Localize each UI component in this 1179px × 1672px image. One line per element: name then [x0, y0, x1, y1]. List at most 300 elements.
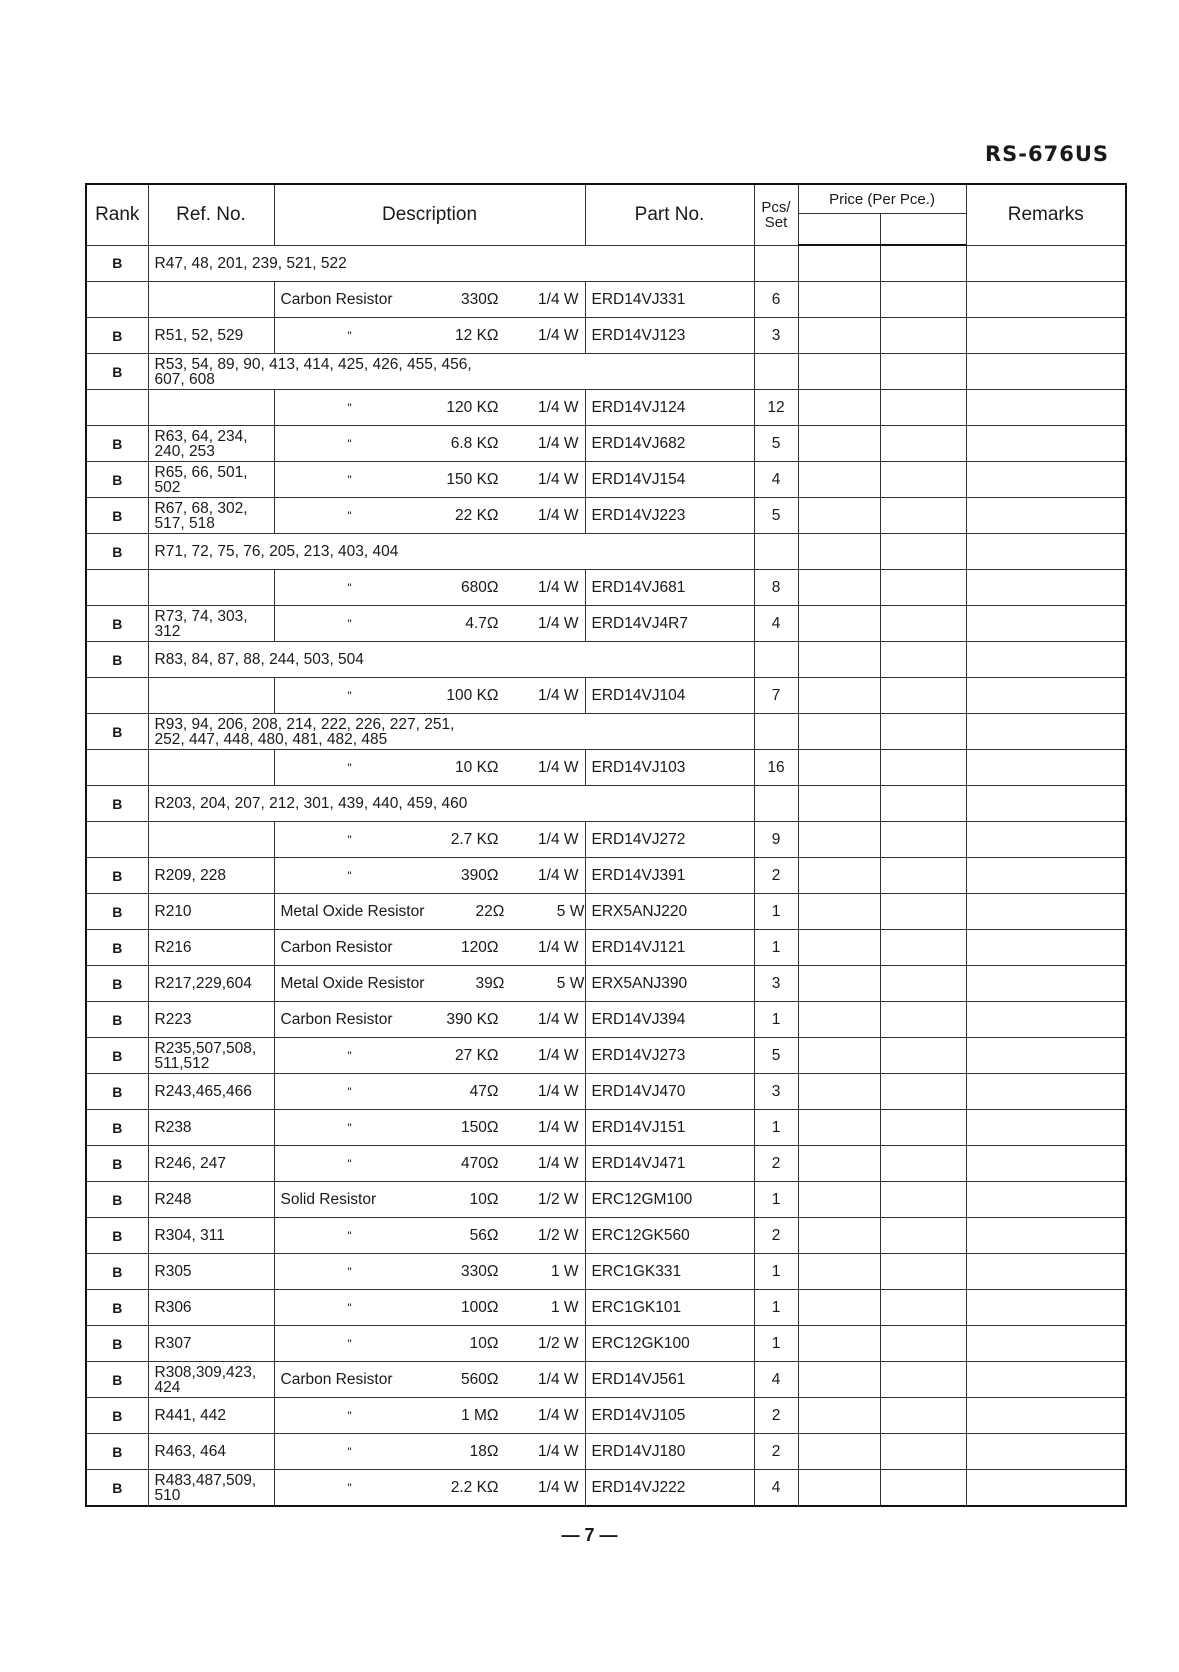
price-cell — [798, 930, 880, 966]
wattage: 1/4 W — [538, 1154, 579, 1172]
resistance-value: 2.7 KΩ — [450, 830, 499, 848]
resistance-value: 330Ω — [461, 1262, 499, 1280]
ref-no-cell: R217,229,604 — [148, 966, 274, 1002]
price-cell — [798, 1362, 880, 1398]
rank-cell: B — [86, 1110, 148, 1146]
part-no-cell: ERX5ANJ220 — [585, 894, 754, 930]
ditto-mark: " — [347, 1408, 352, 1423]
description-fields — [281, 1191, 579, 1209]
price-cell — [798, 570, 880, 606]
price-cell — [798, 750, 880, 786]
rank-cell: B — [86, 1218, 148, 1254]
price-cell — [798, 1074, 880, 1110]
resistance-value: 150 KΩ — [446, 470, 499, 488]
remarks-cell — [966, 1326, 1126, 1362]
resistance-value: 18Ω — [469, 1442, 499, 1460]
rank-cell — [86, 390, 148, 426]
ref-group-row — [86, 534, 1126, 570]
ditto-mark: " — [347, 1444, 352, 1459]
resistance-value: 680Ω — [461, 578, 499, 596]
ref-no-cell: R53, 54, 89, 90, 413, 414, 425, 426, 455, 456, 607, 608 — [148, 354, 754, 390]
ref-no-cell: R238 — [148, 1110, 274, 1146]
price-cell — [798, 426, 880, 462]
price-cell — [880, 390, 966, 426]
wattage: 1/2 W — [538, 1226, 579, 1244]
price-cell — [798, 858, 880, 894]
pcs-cell: 4 — [754, 462, 798, 498]
ditto-mark: " — [347, 832, 352, 847]
remarks-cell — [966, 1434, 1126, 1470]
ditto-mark: " — [347, 1480, 352, 1495]
ditto-mark: " — [347, 1120, 352, 1135]
ref-group-row — [86, 714, 1126, 750]
table-row — [86, 750, 1126, 786]
part-no-cell: ERD14VJ394 — [585, 1002, 754, 1038]
part-no-cell: ERD14VJ151 — [585, 1110, 754, 1146]
ref-no-cell — [148, 678, 274, 714]
rank-cell: B — [86, 642, 148, 678]
description-cell — [274, 750, 585, 786]
remarks-cell — [966, 1290, 1126, 1326]
price-cell — [880, 1254, 966, 1290]
ref-no-cell: R307 — [148, 1326, 274, 1362]
description-cell — [274, 498, 585, 534]
rank-cell — [86, 570, 148, 606]
remarks-cell — [966, 1146, 1126, 1182]
description-cell — [274, 966, 585, 1002]
ref-no-cell: R223 — [148, 1002, 274, 1038]
resistance-value: 10Ω — [469, 1334, 499, 1352]
pcs-cell: 3 — [754, 318, 798, 354]
pcs-cell: 5 — [754, 426, 798, 462]
price-cell — [880, 534, 966, 570]
part-no-cell: ERD14VJ4R7 — [585, 606, 754, 642]
rank-cell: B — [86, 426, 148, 462]
remarks-cell — [966, 245, 1126, 282]
remarks-header: Remarks — [966, 184, 1126, 245]
rank-cell: B — [86, 894, 148, 930]
pcs-cell: 5 — [754, 1038, 798, 1074]
pcs-cell: 2 — [754, 1146, 798, 1182]
price-cell — [880, 714, 966, 750]
description-cell — [274, 822, 585, 858]
table-row — [86, 858, 1126, 894]
price-cell — [798, 1002, 880, 1038]
part-no-cell: ERD14VJ272 — [585, 822, 754, 858]
resistance-value: 12 KΩ — [455, 326, 499, 344]
price-cell — [798, 642, 880, 678]
price-cell — [880, 318, 966, 354]
pcs-cell: 9 — [754, 822, 798, 858]
price-cell — [798, 1038, 880, 1074]
ref-no-cell: R65, 66, 501, 502 — [148, 462, 274, 498]
description-fields — [281, 1047, 579, 1065]
description-fields — [281, 759, 579, 777]
rank-cell: B — [86, 966, 148, 1002]
price-cell — [880, 1218, 966, 1254]
price-cell — [798, 354, 880, 390]
ditto-mark: " — [347, 472, 352, 487]
part-no-cell: ERD14VJ123 — [585, 318, 754, 354]
remarks-cell — [966, 642, 1126, 678]
price-subcolumn-2 — [880, 214, 966, 246]
table-row — [86, 1182, 1126, 1218]
pcs-set-header: Pcs/ Set — [754, 184, 798, 245]
wattage: 1/4 W — [538, 938, 579, 956]
remarks-cell — [966, 462, 1126, 498]
table-row — [86, 498, 1126, 534]
resistance-value: 56Ω — [469, 1226, 499, 1244]
page-number: — 7 — — [561, 1525, 618, 1545]
price-cell — [880, 282, 966, 318]
description-fields — [280, 902, 585, 921]
ditto-mark: " — [347, 1264, 352, 1279]
pcs-cell — [754, 786, 798, 822]
part-no-cell: ERD14VJ331 — [585, 282, 754, 318]
part-no-cell: ERD14VJ103 — [585, 750, 754, 786]
part-no-cell: ERD14VJ471 — [585, 1146, 754, 1182]
rank-cell: B — [86, 1290, 148, 1326]
component-type: Carbon Resistor — [280, 1370, 393, 1388]
description-fields — [281, 1371, 579, 1389]
rank-cell: B — [86, 1074, 148, 1110]
description-cell — [274, 1218, 585, 1254]
wattage: 1/4 W — [538, 1010, 579, 1028]
pcs-cell — [754, 245, 798, 282]
description-cell — [274, 1074, 585, 1110]
parts-list-table — [85, 183, 1127, 1507]
description-fields — [281, 1443, 579, 1461]
rank-cell: B — [86, 786, 148, 822]
ref-no-cell: R304, 311 — [148, 1218, 274, 1254]
description-cell — [274, 390, 585, 426]
table-row — [86, 1470, 1126, 1507]
rank-cell: B — [86, 1470, 148, 1507]
table-row — [86, 570, 1126, 606]
price-cell — [798, 1470, 880, 1507]
remarks-cell — [966, 966, 1126, 1002]
resistance-value: 27 KΩ — [455, 1046, 499, 1064]
ref-group-row — [86, 642, 1126, 678]
wattage: 1/4 W — [538, 1046, 579, 1064]
part-no-cell: ERD14VJ273 — [585, 1038, 754, 1074]
model-number: RS-676US — [984, 142, 1109, 166]
price-cell — [880, 1434, 966, 1470]
ditto-mark: " — [347, 1156, 352, 1171]
pcs-cell — [754, 642, 798, 678]
pcs-cell: 2 — [754, 1218, 798, 1254]
price-cell — [880, 354, 966, 390]
resistance-value: 22Ω — [475, 902, 505, 920]
price-cell — [798, 678, 880, 714]
table-row — [86, 822, 1126, 858]
price-subcolumn-1 — [798, 214, 880, 246]
price-cell — [798, 498, 880, 534]
wattage: 1/4 W — [538, 1406, 579, 1424]
resistance-value: 4.7Ω — [465, 614, 499, 632]
description-cell — [274, 606, 585, 642]
ref-no-cell: R93, 94, 206, 208, 214, 222, 226, 227, 251, 252, 447, 448, 480, 481, 482, 485 — [148, 714, 754, 750]
price-cell — [880, 1362, 966, 1398]
description-fields — [281, 1011, 579, 1029]
description-fields — [281, 1407, 579, 1425]
ref-no-cell: R305 — [148, 1254, 274, 1290]
price-cell — [798, 534, 880, 570]
price-cell — [880, 1038, 966, 1074]
ref-no-header: Ref. No. — [148, 184, 274, 245]
price-cell — [880, 750, 966, 786]
remarks-cell — [966, 858, 1126, 894]
part-no-cell: ERD14VJ121 — [585, 930, 754, 966]
ref-no-cell: R210 — [148, 894, 274, 930]
price-cell — [798, 786, 880, 822]
price-cell — [880, 1182, 966, 1218]
resistance-value: 390 KΩ — [446, 1010, 499, 1028]
price-cell — [798, 282, 880, 318]
part-no-cell: ERD14VJ682 — [585, 426, 754, 462]
wattage: 1/4 W — [538, 578, 579, 596]
table-row — [86, 606, 1126, 642]
table-body — [86, 245, 1126, 1506]
rank-cell: B — [86, 1182, 148, 1218]
resistance-value: 10Ω — [469, 1190, 499, 1208]
pcs-cell — [754, 714, 798, 750]
description-cell — [274, 1038, 585, 1074]
table-row — [86, 1398, 1126, 1434]
wattage: 1/4 W — [538, 1118, 579, 1136]
description-cell — [274, 1470, 585, 1507]
wattage: 1 W — [550, 1298, 579, 1316]
ref-no-cell: R83, 84, 87, 88, 244, 503, 504 — [148, 642, 754, 678]
ditto-mark: " — [347, 400, 352, 415]
ref-no-cell: R483,487,509, 510 — [148, 1470, 274, 1507]
ref-no-cell: R73, 74, 303, 312 — [148, 606, 274, 642]
remarks-cell — [966, 606, 1126, 642]
description-fields — [281, 831, 579, 849]
pcs-cell: 4 — [754, 1362, 798, 1398]
wattage: 1/4 W — [538, 1442, 579, 1460]
description-fields — [281, 1263, 579, 1281]
ditto-mark: " — [347, 616, 352, 631]
resistance-value: 470Ω — [461, 1154, 499, 1172]
pcs-cell: 1 — [754, 1254, 798, 1290]
wattage: 1/4 W — [538, 398, 579, 416]
price-cell — [798, 1146, 880, 1182]
table-row — [86, 1110, 1126, 1146]
rank-cell: B — [86, 1398, 148, 1434]
wattage: 1/4 W — [538, 434, 579, 452]
price-cell — [880, 1146, 966, 1182]
ditto-mark: " — [347, 688, 352, 703]
description-fields — [281, 579, 579, 597]
description-fields — [281, 1227, 579, 1245]
remarks-cell — [966, 390, 1126, 426]
remarks-cell — [966, 930, 1126, 966]
wattage: 1/4 W — [538, 506, 579, 524]
table-row — [86, 390, 1126, 426]
ref-no-cell: R306 — [148, 1290, 274, 1326]
resistance-value: 120 KΩ — [446, 398, 499, 416]
part-no-cell: ERC12GM100 — [585, 1182, 754, 1218]
wattage: 1/4 W — [538, 326, 579, 344]
price-cell — [798, 245, 880, 282]
ref-no-cell: R71, 72, 75, 76, 205, 213, 403, 404 — [148, 534, 754, 570]
remarks-cell — [966, 534, 1126, 570]
part-no-cell: ERD14VJ681 — [585, 570, 754, 606]
description-fields — [281, 507, 579, 525]
price-cell — [880, 858, 966, 894]
pcs-cell: 2 — [754, 858, 798, 894]
pcs-cell — [754, 534, 798, 570]
wattage: 1/4 W — [538, 830, 579, 848]
description-cell — [274, 1362, 585, 1398]
description-header: Description — [274, 184, 585, 245]
table-row — [86, 1146, 1126, 1182]
wattage: 1/4 W — [538, 1082, 579, 1100]
wattage: 1/4 W — [538, 1370, 579, 1388]
ref-no-cell: R463, 464 — [148, 1434, 274, 1470]
part-no-cell: ERX5ANJ390 — [585, 966, 754, 1002]
table-row — [86, 930, 1126, 966]
ref-no-cell — [148, 822, 274, 858]
price-header: Price (Per Pce.) — [798, 184, 966, 214]
part-no-cell: ERD14VJ391 — [585, 858, 754, 894]
rank-cell: B — [86, 462, 148, 498]
ref-no-cell: R216 — [148, 930, 274, 966]
price-cell — [880, 1002, 966, 1038]
pcs-cell: 1 — [754, 1110, 798, 1146]
remarks-cell — [966, 894, 1126, 930]
description-cell — [274, 1290, 585, 1326]
pcs-cell: 1 — [754, 1002, 798, 1038]
description-cell — [274, 1110, 585, 1146]
description-fields — [281, 435, 579, 453]
rank-header: Rank — [86, 184, 148, 245]
wattage: 1/2 W — [538, 1190, 579, 1208]
ref-no-cell: R209, 228 — [148, 858, 274, 894]
part-no-cell: ERC12GK560 — [585, 1218, 754, 1254]
ref-no-cell — [148, 750, 274, 786]
table-row — [86, 1362, 1126, 1398]
ref-no-cell: R63, 64, 234, 240, 253 — [148, 426, 274, 462]
ref-no-cell: R51, 52, 529 — [148, 318, 274, 354]
description-fields — [281, 1155, 579, 1173]
price-cell — [798, 714, 880, 750]
wattage: 1/4 W — [538, 614, 579, 632]
price-cell — [880, 642, 966, 678]
price-cell — [880, 426, 966, 462]
rank-cell: B — [86, 1146, 148, 1182]
component-type: Carbon Resistor — [280, 290, 393, 308]
wattage: 1/2 W — [538, 1334, 579, 1352]
remarks-cell — [966, 678, 1126, 714]
price-cell — [880, 1074, 966, 1110]
resistance-value: 560Ω — [461, 1370, 499, 1388]
wattage: 1/4 W — [538, 1478, 579, 1496]
remarks-cell — [966, 1362, 1126, 1398]
description-cell — [274, 930, 585, 966]
ditto-mark: " — [347, 580, 352, 595]
price-cell — [798, 822, 880, 858]
price-cell — [880, 1290, 966, 1326]
description-fields — [281, 471, 579, 489]
table-row — [86, 1038, 1126, 1074]
part-no-cell: ERD14VJ180 — [585, 1434, 754, 1470]
wattage: 1/4 W — [538, 686, 579, 704]
component-type: Metal Oxide Resistor — [280, 974, 425, 992]
price-cell — [880, 930, 966, 966]
rank-cell — [86, 822, 148, 858]
description-fields — [281, 687, 579, 705]
price-cell — [798, 1182, 880, 1218]
ditto-mark: " — [347, 1048, 352, 1063]
part-no-cell: ERD14VJ104 — [585, 678, 754, 714]
ref-no-cell: R67, 68, 302, 517, 518 — [148, 498, 274, 534]
pcs-cell: 8 — [754, 570, 798, 606]
price-cell — [880, 1398, 966, 1434]
wattage: 1/4 W — [538, 758, 579, 776]
ref-no-cell: R246, 247 — [148, 1146, 274, 1182]
part-no-cell: ERD14VJ223 — [585, 498, 754, 534]
pcs-cell: 2 — [754, 1434, 798, 1470]
resistance-value: 390Ω — [461, 866, 499, 884]
pcs-cell: 5 — [754, 498, 798, 534]
rank-cell — [86, 678, 148, 714]
table-row — [86, 1074, 1126, 1110]
resistance-value: 1 MΩ — [461, 1406, 499, 1424]
description-cell — [274, 678, 585, 714]
pcs-cell: 1 — [754, 930, 798, 966]
price-cell — [798, 1290, 880, 1326]
pcs-cell: 6 — [754, 282, 798, 318]
ditto-mark: " — [347, 1228, 352, 1243]
ref-group-row — [86, 786, 1126, 822]
resistance-value: 150Ω — [461, 1118, 499, 1136]
remarks-cell — [966, 1218, 1126, 1254]
ditto-mark: " — [347, 508, 352, 523]
price-cell — [880, 1326, 966, 1362]
ditto-mark: " — [347, 436, 352, 451]
ref-group-row — [86, 354, 1126, 390]
resistance-value: 100Ω — [461, 1298, 499, 1316]
price-cell — [798, 318, 880, 354]
description-fields — [281, 399, 579, 417]
description-cell — [274, 282, 585, 318]
description-fields — [281, 1299, 579, 1317]
part-no-cell: ERC1GK331 — [585, 1254, 754, 1290]
price-cell — [798, 390, 880, 426]
part-no-header: Part No. — [585, 184, 754, 245]
remarks-cell — [966, 1074, 1126, 1110]
description-fields — [281, 327, 579, 345]
ref-no-cell: R203, 204, 207, 212, 301, 439, 440, 459, 460 — [148, 786, 754, 822]
ref-no-cell: R243,465,466 — [148, 1074, 274, 1110]
resistance-value: 100 KΩ — [446, 686, 499, 704]
price-cell — [798, 1326, 880, 1362]
wattage: 1/4 W — [538, 290, 579, 308]
ref-no-cell: R235,507,508, 511,512 — [148, 1038, 274, 1074]
part-no-cell: ERD14VJ124 — [585, 390, 754, 426]
description-fields — [281, 1119, 579, 1137]
rank-cell: B — [86, 354, 148, 390]
resistance-value: 47Ω — [469, 1082, 499, 1100]
pcs-cell: 7 — [754, 678, 798, 714]
remarks-cell — [966, 318, 1126, 354]
pcs-cell: 1 — [754, 1290, 798, 1326]
ditto-mark: " — [347, 1336, 352, 1351]
remarks-cell — [966, 1038, 1126, 1074]
table-row — [86, 966, 1126, 1002]
